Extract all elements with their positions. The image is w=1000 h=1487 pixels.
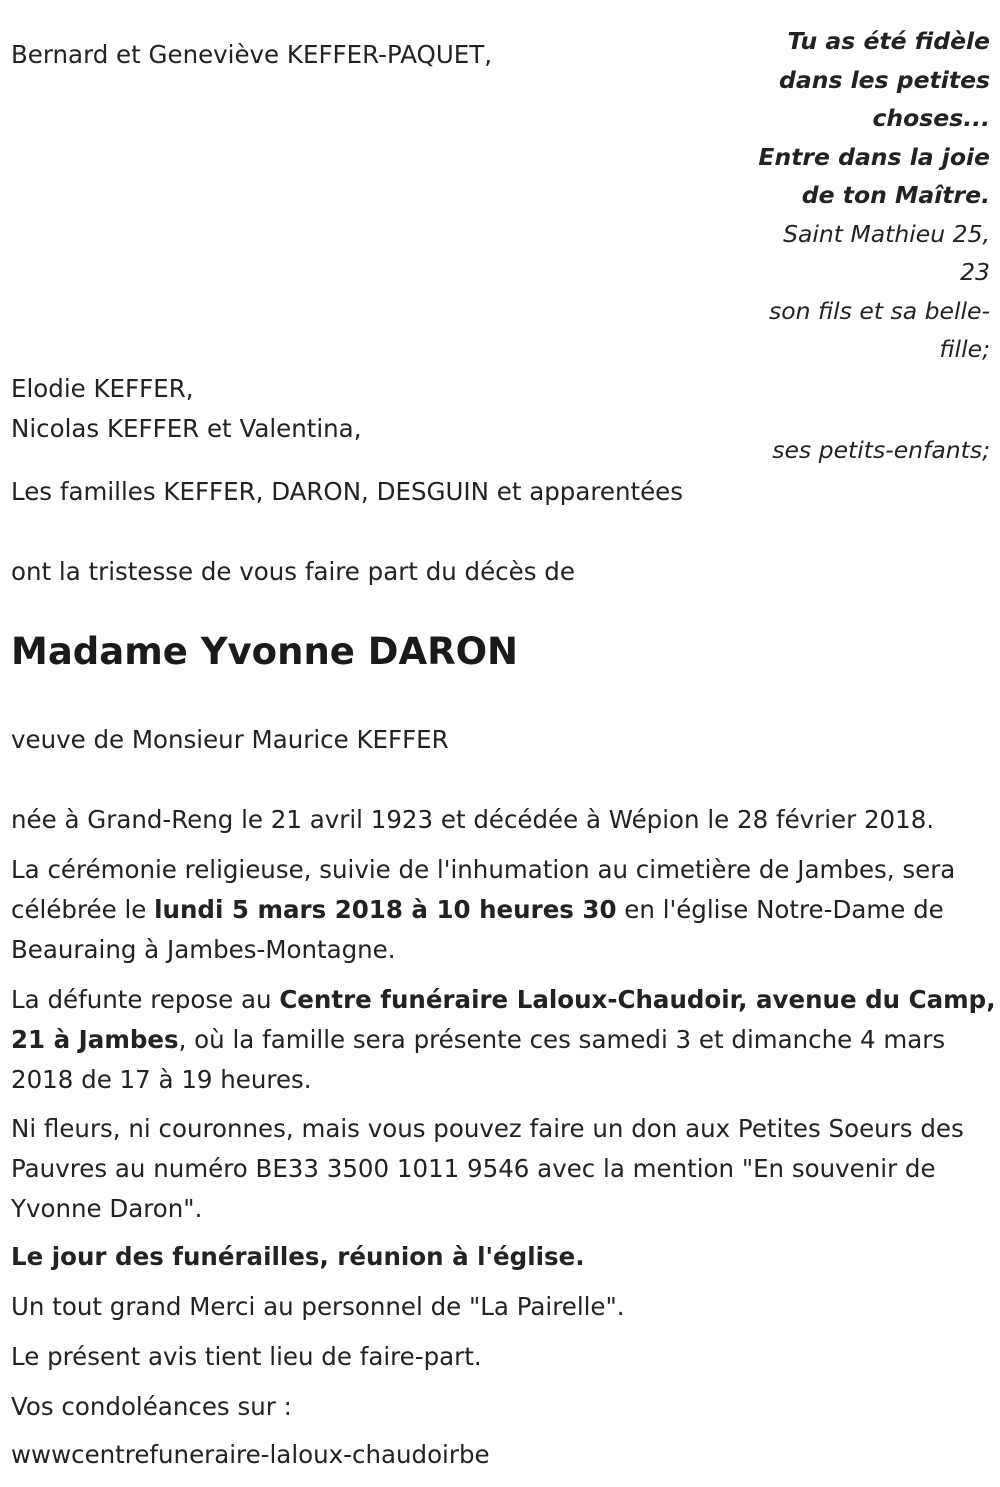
rest-text: La défunte repose au [11, 985, 280, 1014]
family-line-1: Bernard et Geneviève KEFFER-PAQUET, [11, 40, 492, 69]
quote-reference: 23 [960, 258, 990, 286]
birth-death-line: née à Grand-Reng le 21 avril 1923 et décédée à Wépion le 28 février 2018. [11, 805, 935, 834]
family-line-2: Elodie KEFFER, [11, 374, 194, 403]
condolences-label: Vos condoléances sur : [11, 1392, 292, 1421]
quote-line: Tu as été fidèle [787, 27, 990, 55]
funeral-day-line: Le jour des funérailles, réunion à l'église. [11, 1242, 585, 1271]
website-link[interactable]: wwwcentrefuneraire-laloux-chaudoirbe [11, 1440, 490, 1469]
quote-line: choses... [872, 104, 990, 132]
family-line-4: Les familles KEFFER, DARON, DESGUIN et apparentées [11, 477, 684, 506]
spouse-line: veuve de Monsieur Maurice KEFFER [11, 725, 449, 754]
ceremony-paragraph [11, 850, 996, 970]
announcement: ont la tristesse de vous faire part du décès de [11, 557, 575, 586]
notice-line: Le présent avis tient lieu de faire-part. [11, 1342, 482, 1371]
quote-reference: Saint Mathieu 25, [783, 219, 990, 248]
rest-visiting-hours: , où la famille sera présente ces samedi 3 et dimanche 4 mars 2018 de 17 à 19 heures. [11, 1025, 946, 1094]
quote-line: de ton Maître. [801, 181, 990, 209]
relation-son: son fils et sa belle- [768, 296, 990, 325]
bible-quote [730, 22, 990, 369]
donation-paragraph: Ni fleurs, ni couronnes, mais vous pouvez faire un don aux Petites Soeurs des Pauvres au numéro BE33 3500 1011 9546 avec la mention "En souvenir de Yvonne Daron". [11, 1114, 964, 1223]
deceased-name: Madame Yvonne DARON [11, 630, 519, 673]
ceremony-location: en l'église Notre-Dame de Beauraing à Jambes-Montagne. [11, 895, 944, 964]
quote-line: Entre dans la joie [758, 142, 990, 171]
ceremony-date: lundi 5 mars 2018 à 10 heures 30 [154, 895, 617, 924]
family-line-3: Nicolas KEFFER et Valentina, [11, 414, 362, 443]
relation-son: fille; [939, 335, 990, 363]
rest-place: Centre funéraire Laloux-Chaudoir, avenue du Camp, 21 à Jambes [11, 985, 996, 1054]
thanks-line: Un tout grand Merci au personnel de "La Pairelle". [11, 1292, 625, 1321]
quote-line: dans les petites [779, 65, 990, 94]
rest-paragraph [11, 980, 996, 1100]
ceremony-text: La cérémonie religieuse, suivie de l'inhumation au cimetière de Jambes, sera célébrée le [11, 855, 956, 924]
relation-grandchildren: ses petits-enfants; [772, 436, 990, 464]
